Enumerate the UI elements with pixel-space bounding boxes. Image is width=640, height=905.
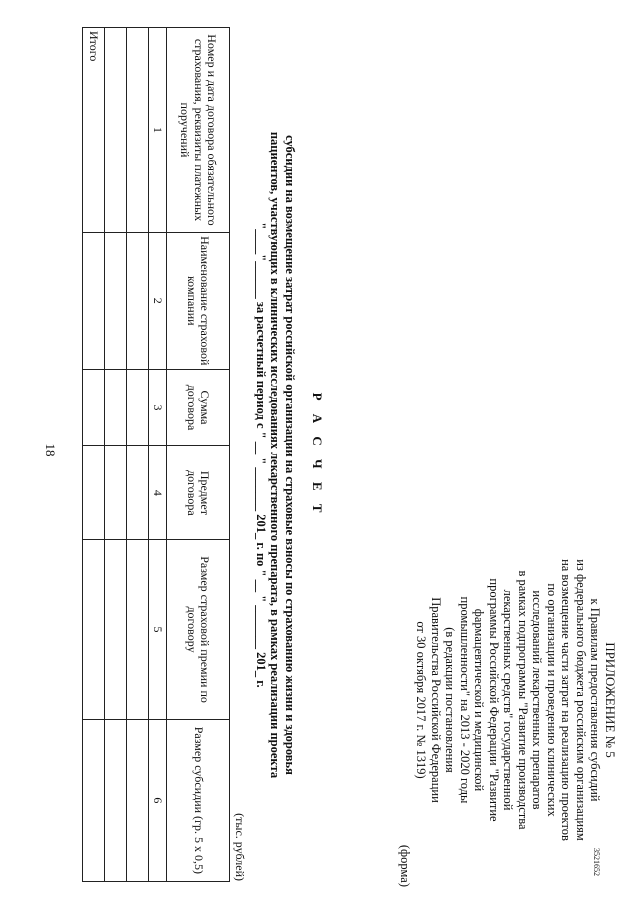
table-cell xyxy=(105,28,127,233)
appendix-line: (в редакции постановления xyxy=(443,627,458,773)
table-cell xyxy=(105,369,127,446)
table-cell xyxy=(83,369,105,446)
table-cell xyxy=(83,446,105,540)
column-header: Размер субсидии (гр. 5 х 0,5) xyxy=(167,719,230,881)
column-number: 6 xyxy=(149,719,167,881)
appendix-line: на возмещение части затрат на реализацию проектов xyxy=(559,559,574,841)
column-number-row xyxy=(149,28,167,882)
column-number: 5 xyxy=(149,540,167,719)
appendix-line: Правительства Российской Федерации xyxy=(429,597,443,803)
rotated-page-content xyxy=(25,15,635,895)
table-cell xyxy=(127,232,149,369)
form-label: (форма) xyxy=(398,844,413,887)
column-header: Предмет договора xyxy=(167,446,230,540)
total-row xyxy=(83,28,105,882)
table-header-row xyxy=(167,28,230,882)
heading-line: пациентов, участвующих в клинических исследованиях лекарственного препарата, в рамках реализации проекта xyxy=(268,131,283,779)
table-cell xyxy=(105,232,127,369)
heading-line: субсидии на возмещение затрат российской организации на страховые взносы по страхованию жизни и здоровья xyxy=(283,135,297,775)
table-row xyxy=(127,28,149,882)
heading-line: "____"______ за расчетный период с " __ " _______ 201_ г. по " __ " _______ 201_ г. xyxy=(254,222,268,688)
page-number: 18 xyxy=(43,443,58,457)
total-label: Итого xyxy=(83,28,105,233)
column-header: Размер страховой премии по договору xyxy=(167,540,230,719)
table-cell xyxy=(105,446,127,540)
appendix-block xyxy=(398,515,618,887)
document-id: 3521652 xyxy=(592,848,601,876)
units-label: (тыс. рублей) xyxy=(233,813,247,881)
column-number: 3 xyxy=(149,369,167,446)
table-cell xyxy=(127,540,149,719)
column-header: Наименование страховой компании xyxy=(167,232,230,369)
table-cell xyxy=(127,28,149,233)
table-cell xyxy=(127,719,149,881)
appendix-line: из федерального бюджета российским организациям xyxy=(574,559,588,841)
calculation-table xyxy=(82,27,230,882)
column-number: 2 xyxy=(149,232,167,369)
table-cell xyxy=(83,540,105,719)
table-row xyxy=(105,28,127,882)
appendix-line: фармацевтической и медицинской xyxy=(472,608,487,792)
column-header: Номер и дата договора обязательного страхования, реквизиты платежных поручений xyxy=(167,28,230,233)
table-cell xyxy=(127,446,149,540)
appendix-line: по организации и проведению клинических xyxy=(545,583,559,817)
column-header: Сумма договора xyxy=(167,369,230,446)
appendix-line: исследований лекарственных препаратов xyxy=(530,590,545,810)
appendix-line: программы Российской Федерации "Развитие xyxy=(487,578,501,822)
appendix-line: промышленности" на 2013 - 2020 годы xyxy=(458,596,472,804)
column-number: 1 xyxy=(149,28,167,233)
appendix-line: к Правилам предоставления субсидий xyxy=(588,598,603,802)
table-cell xyxy=(105,719,127,881)
table-cell xyxy=(127,369,149,446)
table-cell xyxy=(83,719,105,881)
appendix-line: в рамках подпрограммы "Развитие производства xyxy=(516,570,530,830)
appendix-title: ПРИЛОЖЕНИЕ № 5 xyxy=(603,642,618,758)
document-title: Р А С Ч Е Т xyxy=(310,392,325,518)
column-number: 4 xyxy=(149,446,167,540)
appendix-line: лекарственных средств" государственной xyxy=(501,589,516,811)
table-cell xyxy=(83,232,105,369)
table-cell xyxy=(105,540,127,719)
appendix-line: от 30 октября 2017 г. № 1319) xyxy=(414,621,429,779)
calculation-heading xyxy=(254,15,326,895)
